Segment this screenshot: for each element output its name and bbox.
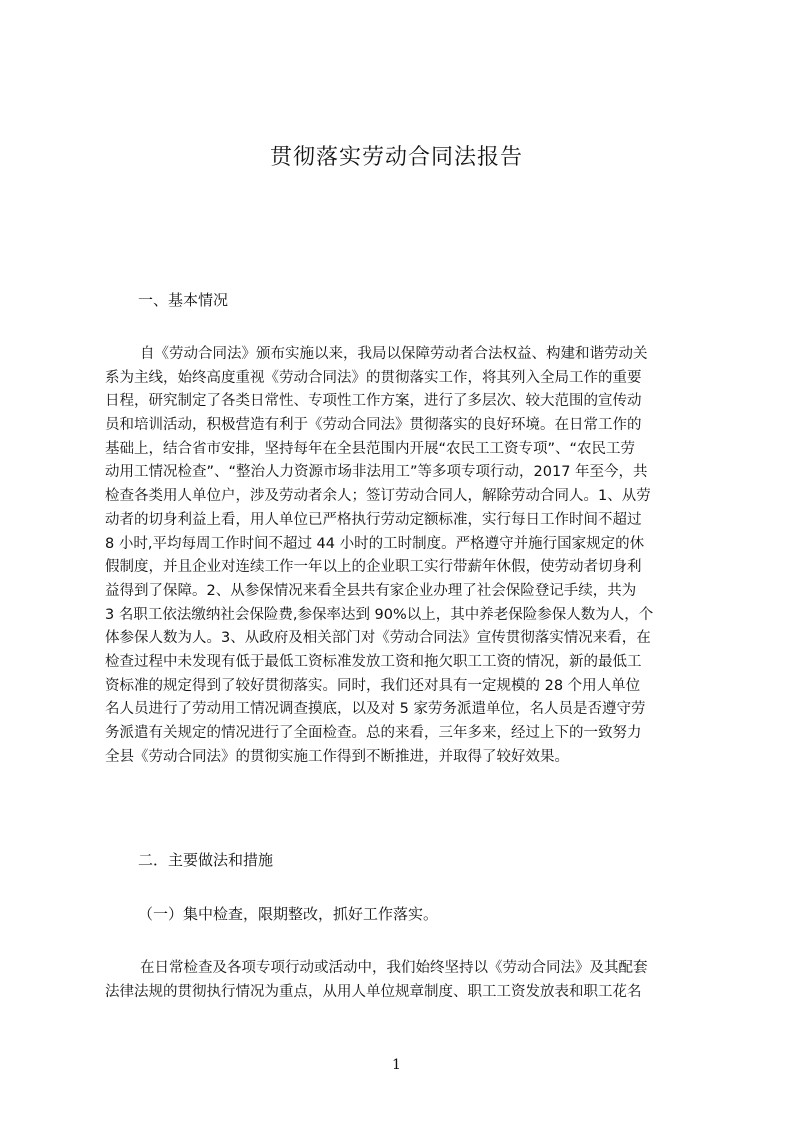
- paragraph-line: 假制度，并且企业对连续工作一年以上的企业职工实行带薪年休假，使劳动者切身利: [105, 559, 642, 576]
- page-number: 1: [392, 1057, 401, 1073]
- paragraph-line: 动者的切身利益上看，用人单位已严格执行劳动定额标准，实行每日工作时间不超过: [105, 511, 642, 528]
- paragraph-line: 自《劳动合同法》颁布实施以来，我局以保障劳动者合法权益、构建和谐劳动关: [140, 346, 648, 362]
- paragraph-line: 3 名职工依法缴纳社会保险费,参保率达到 90%以上，其中养老保险参保人数为人，个: [105, 606, 654, 623]
- paragraph-basic-situation: [105, 343, 697, 769]
- paragraph-line: 全县《劳动合同法》的贯彻实施工作得到不断推进，并取得了较好效果。: [105, 748, 569, 765]
- paragraph-line: 益得到了保障。2、从参保情况来看全县共有家企业办理了社会保险登记手续，共为: [105, 582, 637, 599]
- paragraph-line: 系为主线，始终高度重视《劳动合同法》的贯彻落实工作，将其列入全局工作的重要: [105, 369, 642, 386]
- paragraph-line: 务派遣有关规定的情况进行了全面检查。总的来看，三年多来，经过上下的一致努力: [105, 725, 642, 741]
- paragraph-line: 在日常检查及各项专项行动或活动中，我们始终坚持以《劳动合同法》及其配套: [140, 960, 648, 976]
- paragraph-line: 日程，研究制定了各类日常性、专项性工作方案，进行了多层次、较大范围的宣传动: [105, 393, 642, 410]
- paragraph-line: 基础上，结合省市安排，坚持每年在全县范围内开展“农民工工资专项”、“农民工劳: [105, 440, 636, 457]
- document-title: 贯彻落实劳动合同法报告: [269, 145, 523, 170]
- paragraph-main-measures: [105, 957, 697, 1004]
- paragraph-line: 动用工情况检查”、“整治人力资源市场非法用工”等多项专项行动，2017 年至今，共: [105, 464, 648, 481]
- paragraph-line: 员和培训活动，积极营造有利于《劳动合同法》贯彻落实的良好环境。在日常工作的: [105, 417, 642, 434]
- paragraph-line: 名人员进行了劳动用工情况调查摸底，以及对 5 家劳务派遣单位，名人员是否遵守劳: [105, 701, 646, 718]
- section-heading-main-measures: 二．主要做法和措施: [138, 851, 274, 869]
- section-heading-basic-situation: 一、基本情况: [138, 291, 229, 309]
- paragraph-line: 体参保人数为人。3、从政府及相关部门对《劳动合同法》宣传贯彻落实情况来看，在: [105, 630, 651, 647]
- paragraph-line: 检查各类用人单位户，涉及劳动者余人；签订劳动合同人，解除劳动合同人。1、从劳: [105, 488, 651, 505]
- subsection-heading-inspection: （一）集中检查，限期整改，抓好工作落实。: [138, 905, 439, 923]
- paragraph-line: 8 小时,平均每周工作时间不超过 44 小时的工时制度。严格遵守并施行国家规定的休: [105, 535, 645, 552]
- paragraph-line: 资标准的规定得到了较好贯彻落实。同时，我们还对具有一定规模的 28 个用人单位: [105, 677, 641, 694]
- paragraph-line: 法律法规的贯彻执行情况为重点，从用人单位规章制度、职工工资发放表和职工花名: [105, 983, 642, 1000]
- paragraph-line: 检查过程中未发现有低于最低工资标准发放工资和拖欠职工工资的情况，新的最低工: [105, 653, 642, 670]
